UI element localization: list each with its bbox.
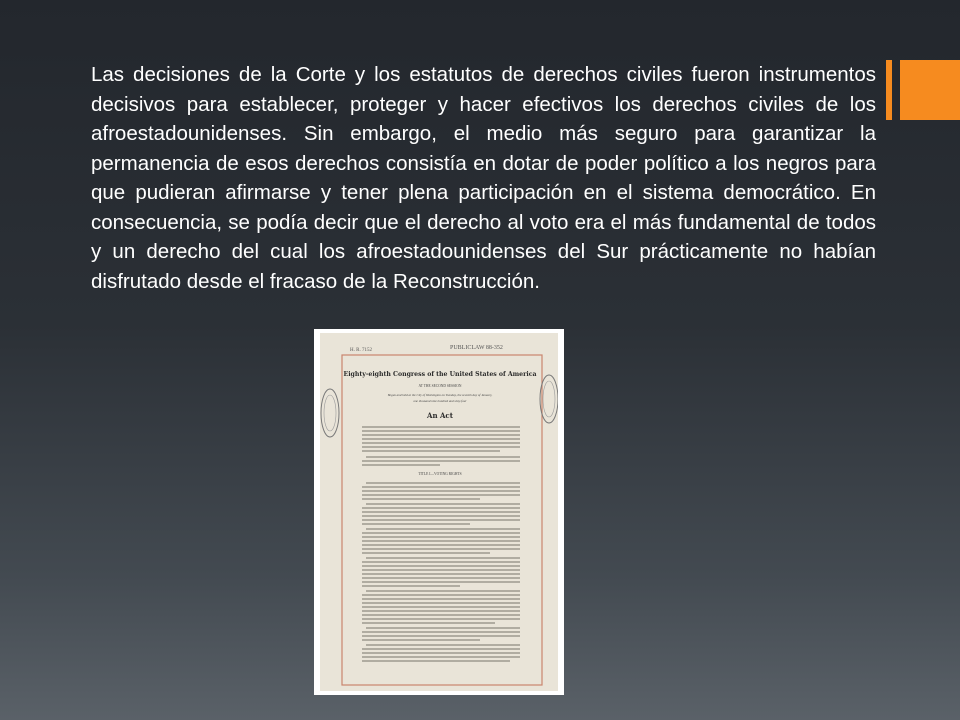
doc-text-block-2: [362, 483, 520, 661]
accent-bar-thick: [900, 60, 960, 120]
accent-bar-thin: [886, 60, 892, 120]
doc-congress-title: Eighty-eighth Congress of the United States of America: [343, 371, 537, 378]
doc-text-block-1: [362, 427, 520, 465]
doc-header-left: H. R. 7152: [350, 348, 372, 353]
doc-header-right: PUBLICLAW 88-352: [450, 345, 503, 351]
doc-begun-line-1: Begun and held at the City of Washington on Tuesday, the seventh day of January,: [387, 393, 493, 397]
document-scan-svg: [320, 333, 558, 691]
civil-rights-act-document-image: [314, 329, 564, 695]
doc-begun-line-2: one thousand nine hundred and sixty-four: [413, 399, 467, 403]
slide-body-text: Las decisiones de la Corte y los estatutos de derechos civiles fueron instrumentos decisivos para establecer, proteger y hacer efectivos los derechos civiles de los afroestadounidenses. Sin embargo, el medio más seguro para garantizar la permanencia de esos derechos consistía en dotar de poder político a los negros para que pudieran afirmarse y tener plena participación en el sistema democrático. En consecuencia, se podía decir que el derecho al voto era el más fundamental de todos y un derecho del cual los afroestadounidenses del Sur prácticamente no habían disfrutado desde el fracaso de la Reconstrucción.: [91, 63, 876, 293]
doc-session: AT THE SECOND SESSION: [418, 384, 462, 388]
doc-title-heading: TITLE I—VOTING RIGHTS: [418, 472, 462, 476]
document-page: [320, 333, 558, 691]
doc-an-act: An Act: [427, 411, 453, 420]
